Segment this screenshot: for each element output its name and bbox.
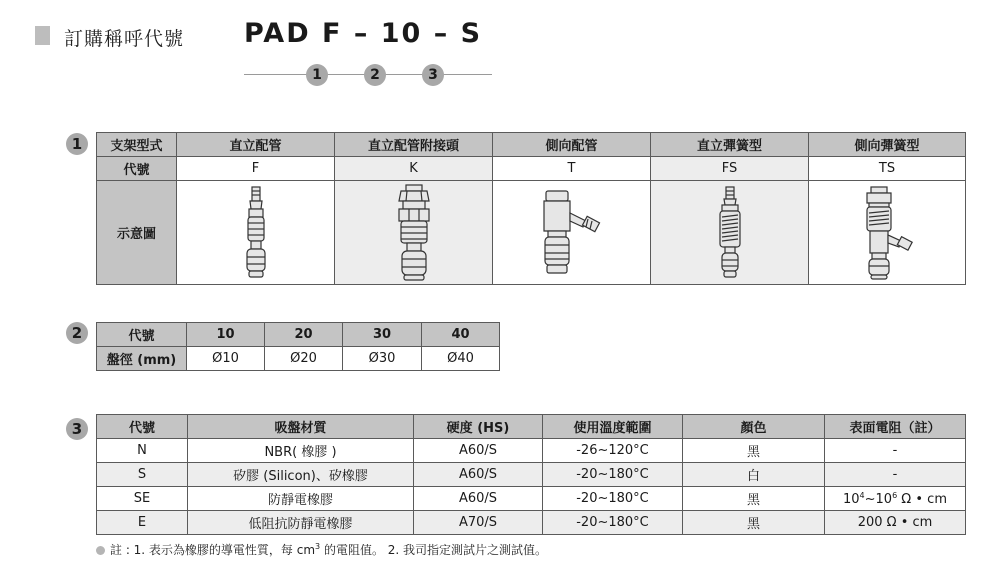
mount-col-header: 直立彈簧型 (651, 133, 809, 157)
resistance-value (825, 487, 966, 511)
temperature-range: -20~180°C (543, 511, 683, 535)
table-row (97, 511, 966, 535)
fitting-vertical-icon (236, 185, 276, 281)
model-code: PAD F – 10 – S (244, 18, 483, 49)
mount-code: F (177, 157, 335, 181)
material-col-header: 吸盤材質 (188, 415, 414, 439)
footnote-superscript: 3 (315, 542, 321, 551)
material-code: SE (97, 487, 188, 511)
resistance-range: ~10 (864, 491, 893, 507)
mount-type-label: 支架型式 (97, 133, 177, 157)
table-row (97, 439, 966, 463)
table-row (97, 487, 966, 511)
material-code: E (97, 511, 188, 535)
material-name: 低阻抗防靜電橡膠 (188, 511, 414, 535)
mount-col-header: 側向配管 (493, 133, 651, 157)
position-marker-1: 1 (306, 64, 328, 86)
diameter-code: 30 (343, 323, 422, 347)
table-row (97, 463, 966, 487)
hardness-value: A60/S (414, 487, 543, 511)
temperature-range: -20~180°C (543, 463, 683, 487)
resistance-value: - (825, 463, 966, 487)
diagram-cell (651, 181, 809, 285)
diagram-label: 示意圖 (97, 181, 177, 285)
section-1-marker: 1 (66, 133, 88, 155)
footnote-text: 註 : 1. 表示為橡膠的導電性質，每 cm (110, 543, 316, 557)
color-value: 白 (683, 463, 825, 487)
section-2-marker: 2 (66, 322, 88, 344)
footnote (96, 541, 547, 558)
color-value: 黑 (683, 511, 825, 535)
diameter-code: 20 (265, 323, 343, 347)
pad-material-table (96, 414, 966, 535)
mount-code: T (493, 157, 651, 181)
material-name: 矽膠 (Silicon)、矽橡膠 (188, 463, 414, 487)
order-code-title: 訂購稱呼代號 (64, 28, 185, 50)
code-label: 代號 (97, 323, 187, 347)
fitting-vertical-spring-icon (710, 185, 750, 281)
fitting-vertical-joint-icon (389, 183, 439, 283)
diameter-code: 40 (422, 323, 500, 347)
code-label: 代號 (97, 157, 177, 181)
diameter-value: Ø40 (422, 347, 500, 371)
header-marker (35, 26, 50, 45)
bullet-icon (96, 546, 105, 555)
diameter-code: 10 (187, 323, 265, 347)
material-name: NBR( 橡膠 ) (188, 439, 414, 463)
material-name: 防靜電橡膠 (188, 487, 414, 511)
diagram-cell (493, 181, 651, 285)
mount-code: K (335, 157, 493, 181)
material-col-header: 顏色 (683, 415, 825, 439)
resistance-unit: Ω • cm (897, 491, 947, 507)
fitting-side-icon (540, 187, 604, 279)
diameter-value: Ø20 (265, 347, 343, 371)
material-code: N (97, 439, 188, 463)
material-col-header: 代號 (97, 415, 188, 439)
material-col-header: 表面電阻（註） (825, 415, 966, 439)
resistance-value: - (825, 439, 966, 463)
hardness-value: A60/S (414, 439, 543, 463)
diameter-value: Ø10 (187, 347, 265, 371)
diagram-cell (335, 181, 493, 285)
mount-type-table (96, 132, 966, 285)
resistance-base: 10 (843, 491, 860, 507)
material-col-header: 使用溫度範圍 (543, 415, 683, 439)
position-marker-2: 2 (364, 64, 386, 86)
hardness-value: A60/S (414, 463, 543, 487)
mount-col-header: 直立配管附接頭 (335, 133, 493, 157)
section-3-marker: 3 (66, 418, 88, 440)
mount-code: TS (809, 157, 966, 181)
mount-col-header: 直立配管 (177, 133, 335, 157)
color-value: 黑 (683, 487, 825, 511)
mount-code: FS (651, 157, 809, 181)
pad-diameter-label: 盤徑 (mm) (97, 347, 187, 371)
footnote-text-end: 的電阻值。 2. 我司指定測試片之測試值。 (320, 543, 548, 557)
diagram-cell (177, 181, 335, 285)
mount-col-header: 側向彈簧型 (809, 133, 966, 157)
pad-diameter-table (96, 322, 500, 371)
fitting-side-spring-icon (857, 185, 917, 281)
diameter-value: Ø30 (343, 347, 422, 371)
resistance-exponent: 4 (859, 490, 865, 500)
resistance-exponent: 6 (892, 490, 898, 500)
position-marker-3: 3 (422, 64, 444, 86)
temperature-range: -26~120°C (543, 439, 683, 463)
material-code: S (97, 463, 188, 487)
hardness-value: A70/S (414, 511, 543, 535)
material-col-header: 硬度 (HS) (414, 415, 543, 439)
color-value: 黑 (683, 439, 825, 463)
resistance-value: 200 Ω • cm (825, 511, 966, 535)
diagram-cell (809, 181, 966, 285)
temperature-range: -20~180°C (543, 487, 683, 511)
